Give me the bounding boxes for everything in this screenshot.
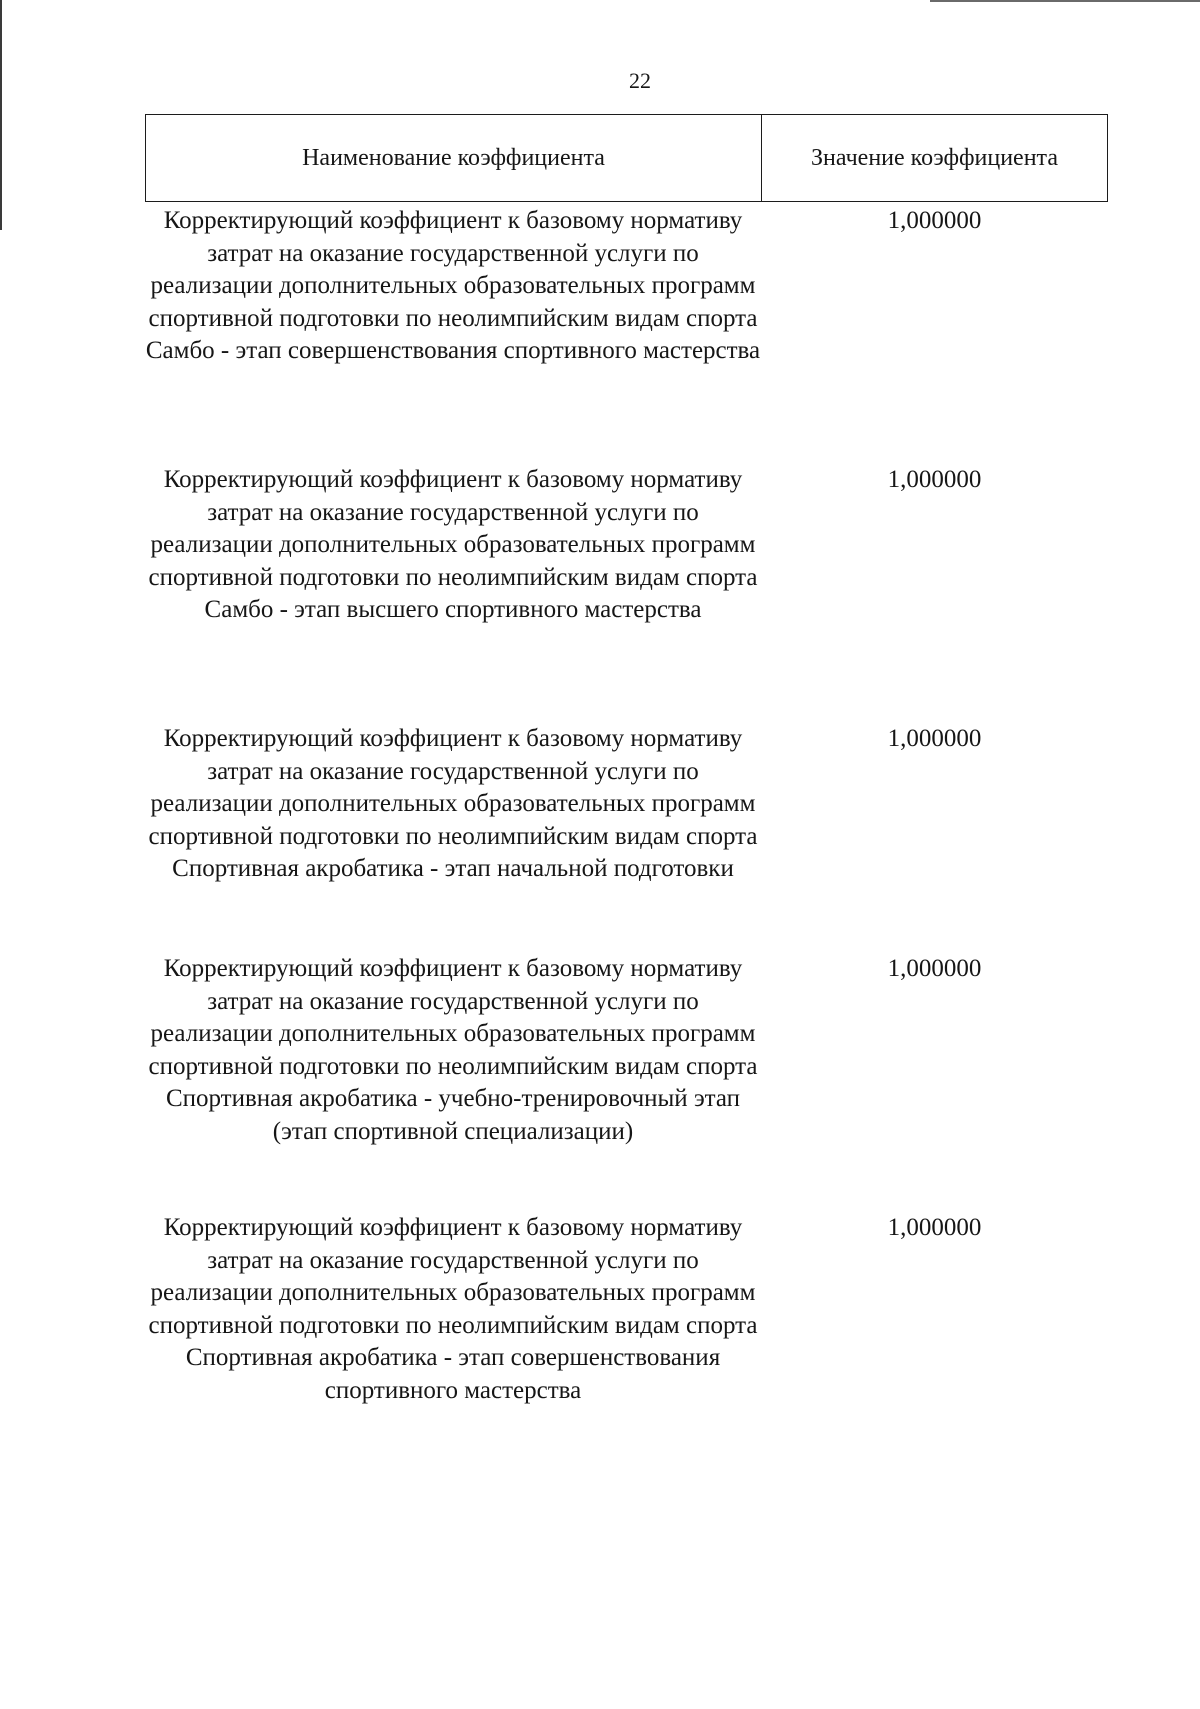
page-number: 22 (629, 68, 651, 93)
row-4-coefficient-name: Корректирующий коэффициент к базовому нормативу затрат на оказание государственной услуги по реализации дополнительных образовательных программ спортивной подготовки по неолимпийским видам спорта Спортивная акробатика - учебно-тренировочный этап (этап спортивной специализации) (148, 955, 758, 1145)
row-5-coefficient-value: 1,000000 (887, 1214, 982, 1241)
row-1-coefficient-name: Корректирующий коэффициент к базовому нормативу затрат на оказание государственной услуги по реализации дополнительных образовательных программ спортивной подготовки по неолимпийским видам спорта Самбо - этап совершенствования спортивного мастерства (145, 207, 761, 365)
scan-edge-top (930, 0, 1200, 2)
header-coefficient-value: Значение коэффициента (811, 145, 1058, 171)
row-1-coefficient-value: 1,000000 (887, 207, 982, 234)
header-coefficient-name: Наименование коэффициента (146, 115, 762, 201)
table-header (145, 114, 1108, 202)
row-3-coefficient-value: 1,000000 (887, 725, 982, 752)
row-5-coefficient-name: Корректирующий коэффициент к базовому нормативу затрат на оказание государственной услуги по реализации дополнительных образовательных программ спортивной подготовки по неолимпийским видам спорта Спортивная акробатика - этап совершенствования спортивного мастерства (148, 1214, 758, 1404)
row-2-coefficient-name: Корректирующий коэффициент к базовому нормативу затрат на оказание государственной услуги по реализации дополнительных образовательных программ спортивной подготовки по неолимпийским видам спорта Самбо - этап высшего спортивного мастерства (148, 466, 758, 624)
row-3-coefficient-name: Корректирующий коэффициент к базовому нормативу затрат на оказание государственной услуги по реализации дополнительных образовательных программ спортивной подготовки по неолимпийским видам спорта Спортивная акробатика - этап начальной подготовки (148, 725, 758, 883)
row-2-coefficient-value: 1,000000 (887, 466, 982, 493)
scan-edge-left (0, 0, 2, 230)
row-4-coefficient-value: 1,000000 (887, 955, 982, 982)
